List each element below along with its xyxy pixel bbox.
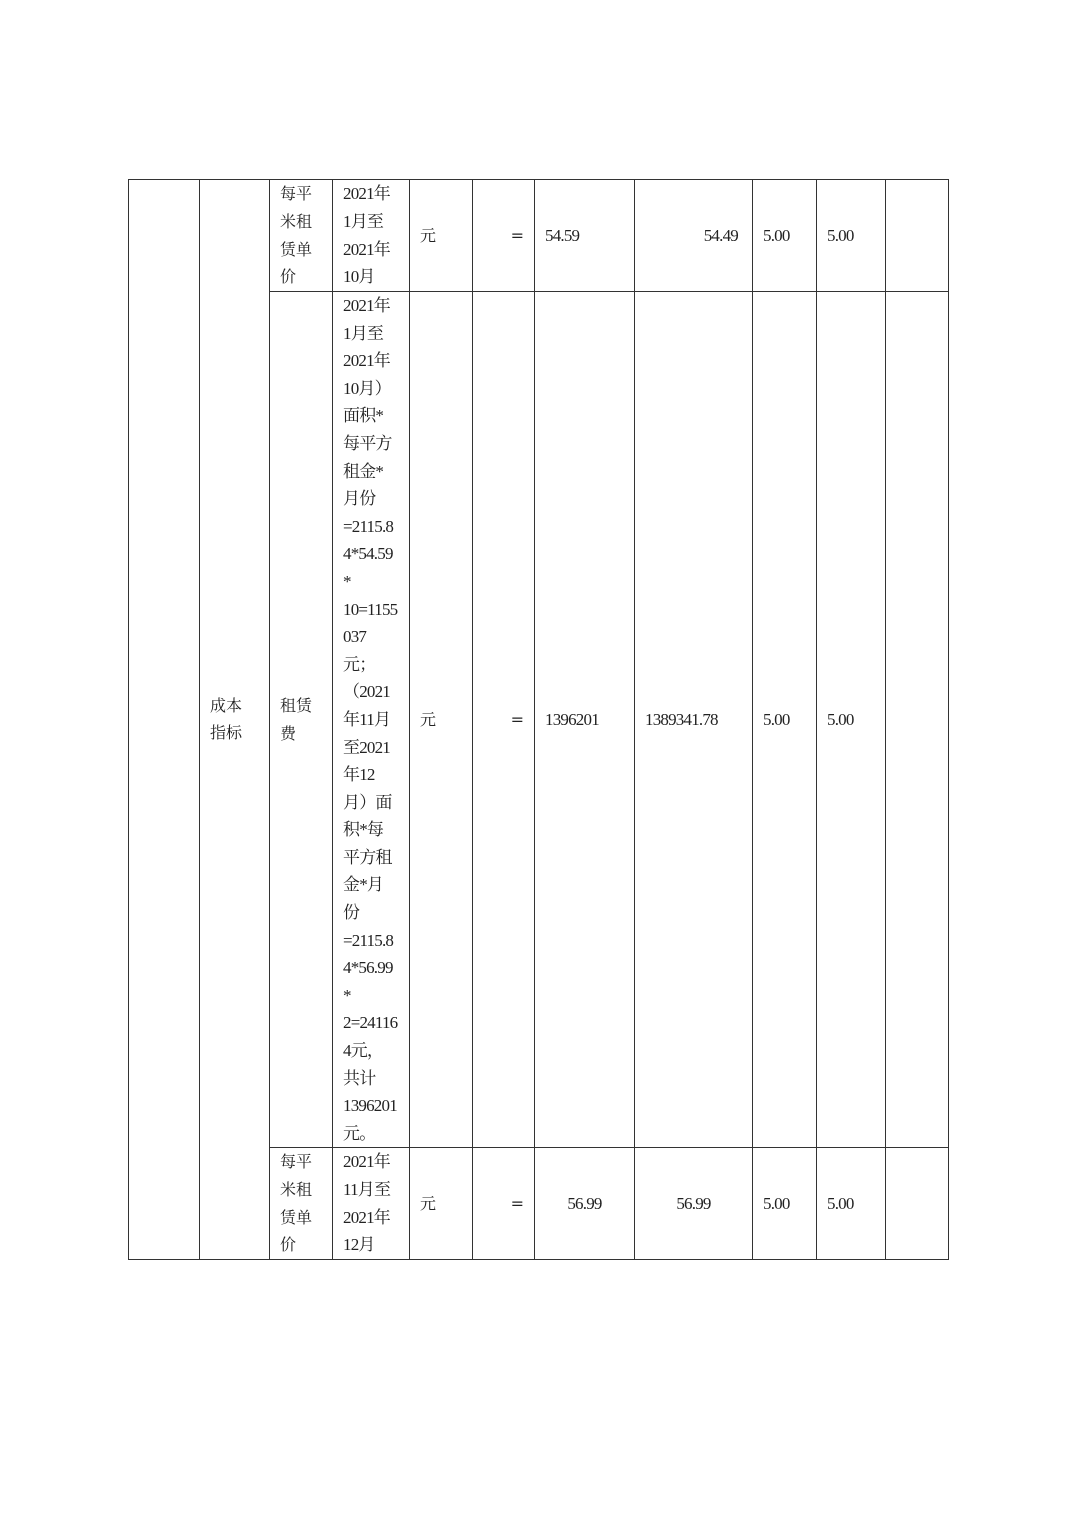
score-cell: 5.00 xyxy=(817,1148,886,1259)
indicator-cell: 每平 米租 赁单 价 xyxy=(270,1148,333,1259)
score-cell: 5.00 xyxy=(817,180,886,292)
indicator-cell: 每平 米租 赁单 价 xyxy=(270,180,333,292)
actual-value-cell: 56.99 xyxy=(635,1148,753,1259)
actual-value-cell: 1389341.78 xyxy=(635,292,753,1148)
score-cell: 5.00 xyxy=(817,292,886,1148)
unit-cell: 元 xyxy=(410,180,473,292)
operator-cell: = xyxy=(473,292,535,1148)
unit-cell: 元 xyxy=(410,1148,473,1259)
operator-cell: = xyxy=(473,180,535,292)
empty-first-column-cell xyxy=(129,180,200,1260)
category-cell: 成本 指标 xyxy=(200,180,270,1260)
weight-cell: 5.00 xyxy=(753,1148,817,1259)
table-row xyxy=(129,180,949,292)
note-cell xyxy=(886,1148,949,1259)
target-value-cell: 56.99 xyxy=(535,1148,635,1259)
target-value-cell: 54.59 xyxy=(535,180,635,292)
note-cell xyxy=(886,292,949,1148)
indicator-cell: 租赁 费 xyxy=(270,292,333,1148)
actual-value-cell: 54.49 xyxy=(635,180,753,292)
note-cell xyxy=(886,180,949,292)
description-cell: 2021年 1月至 2021年 10月） 面积* 每平方 租金* 月份 =2115.8 4*54.59 * 10=1155 037 元； （2021 年11月 至2021 年12 月）面 积*每 平方租 金*月 份 =2115.8 4*56.99 * 2=24116 4元， 共计 1396201 元。 xyxy=(333,292,410,1148)
performance-table xyxy=(128,179,949,1260)
operator-cell: = xyxy=(473,1148,535,1259)
weight-cell: 5.00 xyxy=(753,180,817,292)
unit-cell: 元 xyxy=(410,292,473,1148)
weight-cell: 5.00 xyxy=(753,292,817,1148)
target-value-cell: 1396201 xyxy=(535,292,635,1148)
description-cell: 2021年 11月至 2021年 12月 xyxy=(333,1148,410,1259)
description-cell: 2021年 1月至 2021年 10月 xyxy=(333,180,410,292)
